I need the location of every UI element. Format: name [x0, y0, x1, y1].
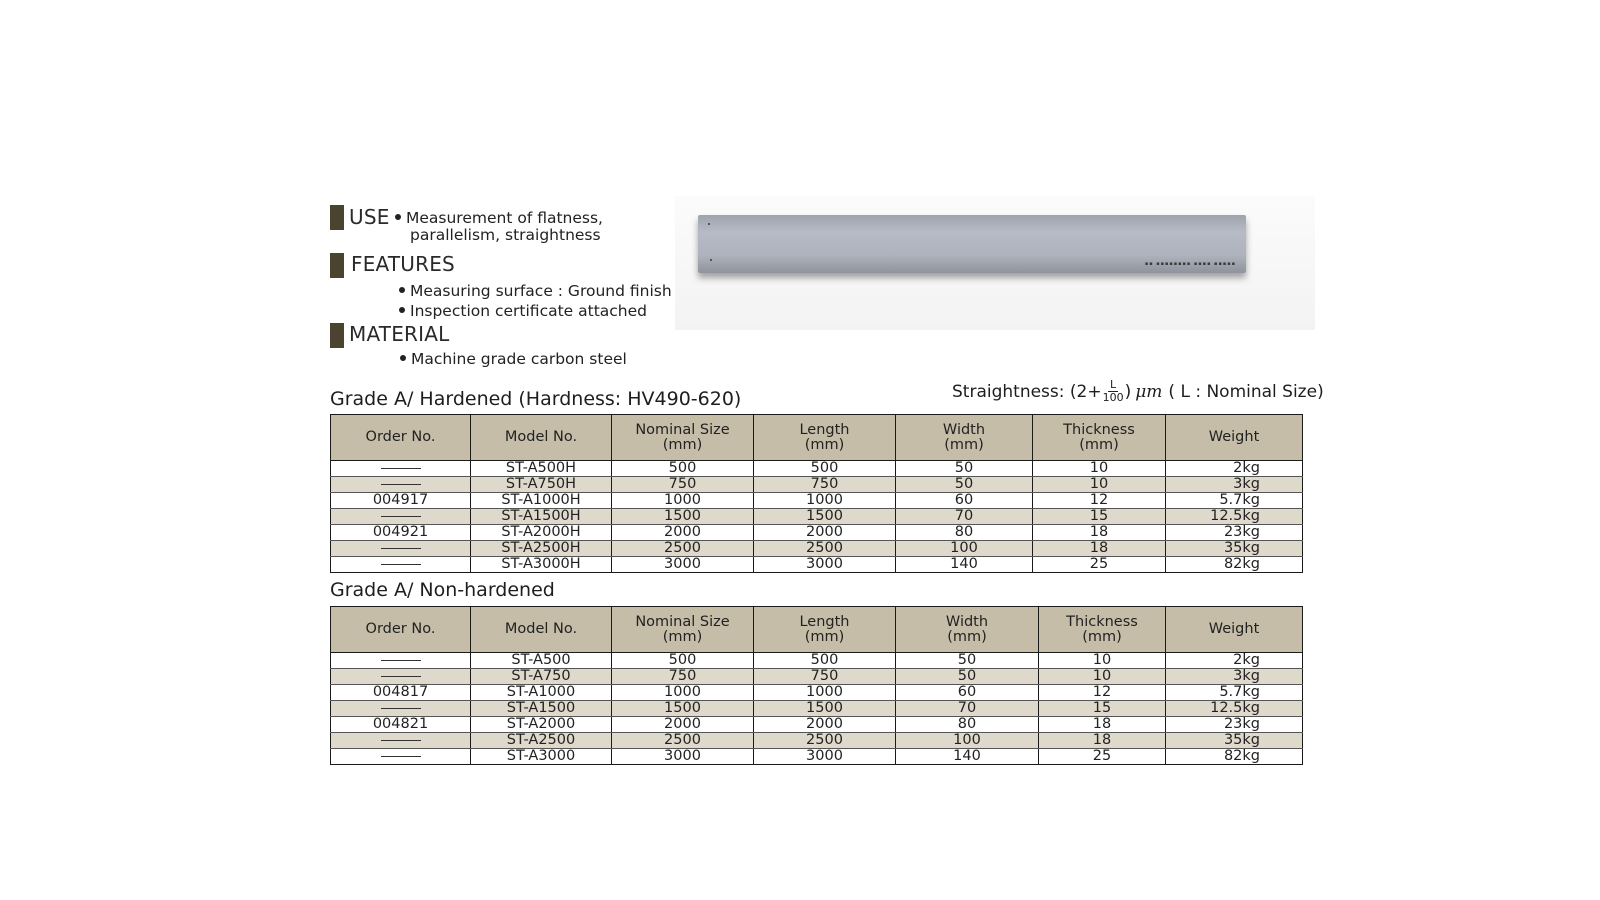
- cell-nominal: 500: [612, 653, 754, 669]
- cell-order: 004817: [331, 685, 471, 701]
- cell-width: 60: [896, 493, 1033, 509]
- table-row: [331, 749, 1303, 765]
- cell-width: 100: [896, 733, 1039, 749]
- cell-thickness: 18: [1033, 525, 1166, 541]
- cell-thickness: 12: [1039, 685, 1166, 701]
- col-length-unit: (mm): [804, 628, 845, 645]
- cell-width: 140: [896, 749, 1039, 765]
- straight-edge-image: [698, 215, 1246, 273]
- col-thickness: [1033, 415, 1166, 461]
- cell-weight: 35kg: [1166, 733, 1303, 749]
- col-order-no: Order No.: [331, 415, 471, 461]
- cell-length: 750: [754, 669, 896, 685]
- col-length: [754, 607, 896, 653]
- cell-length: 2000: [754, 525, 896, 541]
- table-row: [331, 493, 1303, 509]
- col-nominal-size: [612, 607, 754, 653]
- col-order-no: Order No.: [331, 607, 471, 653]
- table-row: [331, 525, 1303, 541]
- col-model-no: Model No.: [471, 415, 612, 461]
- cell-order: [331, 557, 471, 573]
- cell-width: 50: [896, 669, 1039, 685]
- cell-nominal: 1500: [612, 509, 754, 525]
- cell-thickness: 15: [1039, 701, 1166, 717]
- col-thickness-label: Thickness: [1066, 613, 1138, 630]
- cell-length: 750: [754, 477, 896, 493]
- cell-length: 2500: [754, 541, 896, 557]
- table-header-row: [331, 415, 1303, 461]
- cell-weight: 3kg: [1166, 477, 1303, 493]
- table-row: [331, 477, 1303, 493]
- col-length-unit: (mm): [804, 436, 845, 453]
- table-row: [331, 509, 1303, 525]
- bullet-dot-icon: [399, 307, 405, 313]
- col-thickness-unit: (mm): [1079, 436, 1119, 453]
- cell-width: 50: [896, 461, 1033, 477]
- cell-order: [331, 701, 471, 717]
- cell-model: ST-A500: [471, 653, 612, 669]
- cell-order: 004917: [331, 493, 471, 509]
- fraction-denominator: 100: [1102, 391, 1124, 404]
- table-row: [331, 461, 1303, 477]
- cell-order: [331, 669, 471, 685]
- cell-order: [331, 477, 471, 493]
- cell-nominal: 1500: [612, 701, 754, 717]
- table-row: [331, 541, 1303, 557]
- cell-weight: 35kg: [1166, 541, 1303, 557]
- hardened-table-body: [331, 461, 1303, 573]
- bar-mark: [708, 223, 710, 225]
- dash-placeholder: [381, 484, 421, 485]
- col-thickness-unit: (mm): [1082, 628, 1122, 645]
- dash-placeholder: [381, 708, 421, 709]
- cell-thickness: 10: [1033, 477, 1166, 493]
- cell-weight: 3kg: [1166, 669, 1303, 685]
- dash-placeholder: [381, 740, 421, 741]
- cell-model: ST-A2500: [471, 733, 612, 749]
- straightness-unit: μm: [1135, 381, 1163, 402]
- col-width-unit: (mm): [947, 628, 987, 645]
- use-text-1: Measurement of flatness,: [406, 209, 603, 227]
- cell-width: 80: [896, 525, 1033, 541]
- cell-nominal: 750: [612, 477, 754, 493]
- features-marker: [330, 253, 344, 278]
- cell-length: 1500: [754, 509, 896, 525]
- cell-nominal: 1000: [612, 493, 754, 509]
- cell-model: ST-A1000: [471, 685, 612, 701]
- nonhardened-spec-table: [330, 606, 1303, 765]
- nonhardened-table-body: [331, 653, 1303, 765]
- cell-model: ST-A2000: [471, 717, 612, 733]
- cell-thickness: 25: [1033, 557, 1166, 573]
- dash-placeholder: [381, 564, 421, 565]
- cell-model: ST-A3000: [471, 749, 612, 765]
- col-width: [896, 415, 1033, 461]
- cell-width: 50: [896, 477, 1033, 493]
- col-length-label: Length: [799, 421, 850, 438]
- dash-placeholder: [381, 660, 421, 661]
- bar-engraving: ▪▪ ▪▪▪▪▪▪▪▪ ▪▪▪▪ ▪▪▪▪▪: [1144, 261, 1236, 267]
- cell-order: [331, 749, 471, 765]
- cell-thickness: 12: [1033, 493, 1166, 509]
- dash-placeholder: [381, 676, 421, 677]
- cell-length: 500: [754, 653, 896, 669]
- material-heading: MATERIAL: [349, 322, 450, 346]
- material-item-1: [400, 350, 627, 368]
- cell-order: [331, 653, 471, 669]
- cell-width: 70: [896, 701, 1039, 717]
- col-weight: Weight: [1166, 415, 1303, 461]
- cell-weight: 5.7kg: [1166, 493, 1303, 509]
- features-heading: FEATURES: [351, 252, 455, 276]
- dash-placeholder: [381, 468, 421, 469]
- cell-model: ST-A1000H: [471, 493, 612, 509]
- cell-order: 004821: [331, 717, 471, 733]
- cell-model: ST-A2500H: [471, 541, 612, 557]
- straightness-note: ( L : Nominal Size): [1168, 381, 1324, 402]
- cell-order: [331, 509, 471, 525]
- hardened-spec-table: [330, 414, 1303, 573]
- cell-width: 100: [896, 541, 1033, 557]
- col-width-label: Width: [942, 421, 986, 438]
- cell-thickness: 10: [1039, 669, 1166, 685]
- cell-length: 1000: [754, 493, 896, 509]
- cell-thickness: 18: [1039, 717, 1166, 733]
- table-header-row: [331, 607, 1303, 653]
- dash-placeholder: [381, 548, 421, 549]
- cell-length: 1000: [754, 685, 896, 701]
- table-row: [331, 717, 1303, 733]
- cell-weight: 2kg: [1166, 653, 1303, 669]
- bar-mark: [710, 259, 712, 261]
- cell-weight: 12.5kg: [1166, 701, 1303, 717]
- cell-thickness: 10: [1033, 461, 1166, 477]
- cell-order: [331, 541, 471, 557]
- col-nominal-unit: (mm): [662, 628, 703, 645]
- use-marker: [330, 205, 344, 230]
- cell-model: ST-A1500H: [471, 509, 612, 525]
- table-row: [331, 557, 1303, 573]
- cell-width: 70: [896, 509, 1033, 525]
- cell-weight: 82kg: [1166, 557, 1303, 573]
- col-nominal-unit: (mm): [662, 436, 703, 453]
- straightness-formula: [952, 379, 1324, 404]
- straightness-fraction: [1103, 379, 1124, 404]
- cell-thickness: 25: [1039, 749, 1166, 765]
- col-nominal-size: [612, 415, 754, 461]
- cell-thickness: 10: [1039, 653, 1166, 669]
- cell-model: ST-A2000H: [471, 525, 612, 541]
- cell-weight: 2kg: [1166, 461, 1303, 477]
- use-line-1: [395, 209, 603, 227]
- straightness-close: ): [1124, 381, 1132, 402]
- cell-nominal: 2500: [612, 733, 754, 749]
- bullet-dot-icon: [400, 355, 406, 361]
- straightness-prefix: Straightness: (2+: [952, 381, 1102, 402]
- dash-placeholder: [381, 756, 421, 757]
- cell-weight: 23kg: [1166, 525, 1303, 541]
- col-width-unit: (mm): [944, 436, 984, 453]
- cell-nominal: 2000: [612, 717, 754, 733]
- cell-thickness: 15: [1033, 509, 1166, 525]
- col-width-label: Width: [945, 613, 989, 630]
- cell-order: 004921: [331, 525, 471, 541]
- features-item-1: [399, 282, 672, 300]
- table-row: [331, 669, 1303, 685]
- cell-nominal: 3000: [612, 557, 754, 573]
- cell-width: 60: [896, 685, 1039, 701]
- dash-placeholder: [381, 516, 421, 517]
- cell-nominal: 3000: [612, 749, 754, 765]
- col-length: [754, 415, 896, 461]
- col-thickness-label: Thickness: [1063, 421, 1135, 438]
- nonhardened-title: Grade A/ Non-hardened: [330, 579, 555, 601]
- cell-thickness: 18: [1033, 541, 1166, 557]
- col-weight: Weight: [1166, 607, 1303, 653]
- cell-length: 500: [754, 461, 896, 477]
- cell-width: 80: [896, 717, 1039, 733]
- use-heading: USE: [349, 205, 390, 229]
- hardened-title: Grade A/ Hardened (Hardness: HV490-620): [330, 388, 742, 410]
- col-length-label: Length: [799, 613, 850, 630]
- features-item-2: [399, 302, 647, 320]
- col-nominal-label: Nominal Size: [635, 421, 730, 438]
- cell-weight: 23kg: [1166, 717, 1303, 733]
- cell-nominal: 1000: [612, 685, 754, 701]
- fraction-numerator: L: [1110, 378, 1117, 391]
- cell-thickness: 18: [1039, 733, 1166, 749]
- cell-weight: 5.7kg: [1166, 685, 1303, 701]
- cell-length: 3000: [754, 749, 896, 765]
- bullet-dot-icon: [399, 287, 405, 293]
- cell-length: 2000: [754, 717, 896, 733]
- cell-length: 2500: [754, 733, 896, 749]
- col-width: [896, 607, 1039, 653]
- use-line-2: parallelism, straightness: [410, 226, 601, 244]
- cell-nominal: 2500: [612, 541, 754, 557]
- cell-nominal: 750: [612, 669, 754, 685]
- cell-width: 50: [896, 653, 1039, 669]
- cell-width: 140: [896, 557, 1033, 573]
- col-nominal-label: Nominal Size: [635, 613, 730, 630]
- cell-length: 3000: [754, 557, 896, 573]
- cell-weight: 82kg: [1166, 749, 1303, 765]
- cell-length: 1500: [754, 701, 896, 717]
- table-row: [331, 733, 1303, 749]
- cell-order: [331, 733, 471, 749]
- col-thickness: [1039, 607, 1166, 653]
- cell-nominal: 2000: [612, 525, 754, 541]
- table-row: [331, 685, 1303, 701]
- cell-model: ST-A500H: [471, 461, 612, 477]
- material-text-1: Machine grade carbon steel: [411, 350, 627, 368]
- cell-model: ST-A750H: [471, 477, 612, 493]
- table-row: [331, 701, 1303, 717]
- table-row: [331, 653, 1303, 669]
- cell-nominal: 500: [612, 461, 754, 477]
- cell-model: ST-A3000H: [471, 557, 612, 573]
- features-text-1: Measuring surface : Ground finish: [410, 282, 672, 300]
- col-model-no: Model No.: [471, 607, 612, 653]
- cell-model: ST-A1500: [471, 701, 612, 717]
- cell-order: [331, 461, 471, 477]
- cell-weight: 12.5kg: [1166, 509, 1303, 525]
- material-marker: [330, 323, 344, 348]
- cell-model: ST-A750: [471, 669, 612, 685]
- bullet-dot-icon: [395, 214, 401, 220]
- features-text-2: Inspection certificate attached: [410, 302, 647, 320]
